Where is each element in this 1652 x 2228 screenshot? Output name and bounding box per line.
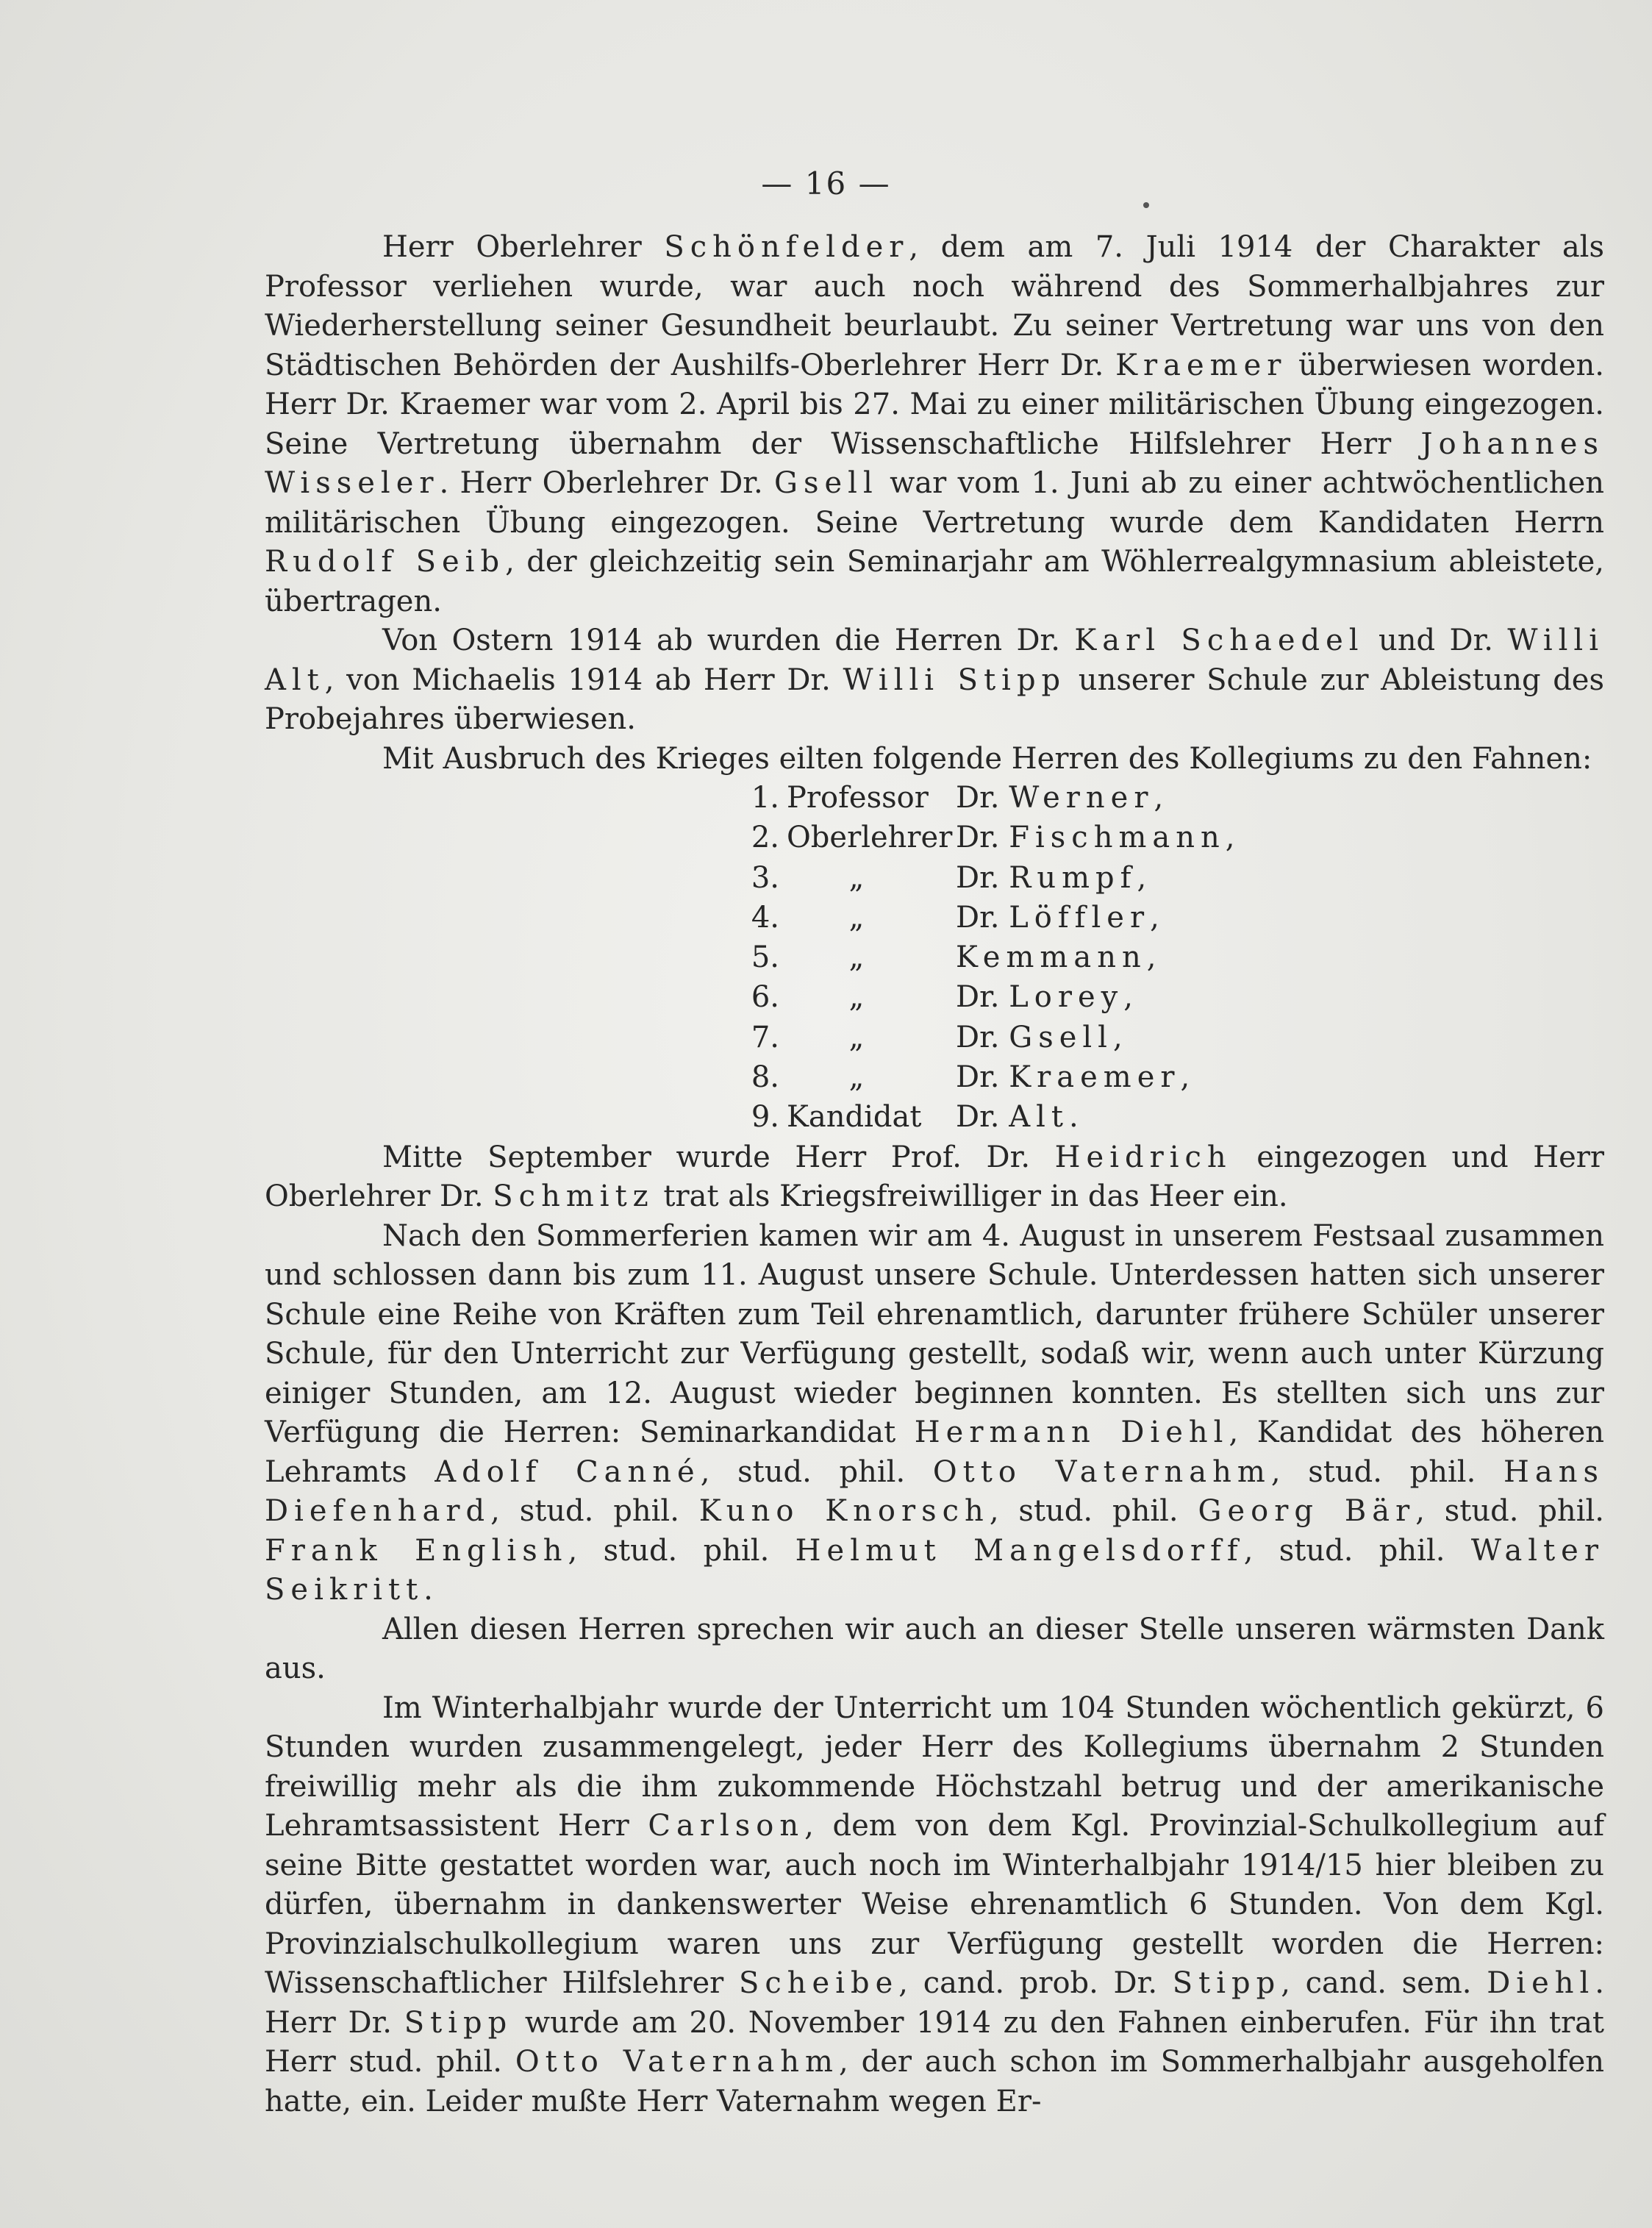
text-run: , stud. phil. [568, 1533, 795, 1568]
person-name: Gsell [774, 466, 879, 500]
item-suffix: , [1225, 821, 1235, 855]
item-name: Alt [1009, 1100, 1069, 1135]
text-run: , der auch schon im Sommerhalbjahr ausgeholfen hatte, ein. Leider mußte Herr Vaternahm wegen Er- [265, 2045, 1605, 2118]
paragraph-summer-holidays [265, 1217, 1604, 1610]
item-rank: „ [848, 1020, 865, 1054]
text-run: . [423, 1573, 433, 1607]
person-name: Helmut Mangelsdorff [795, 1533, 1244, 1568]
person-name: Kraemer [1115, 348, 1287, 382]
item-name: Lorey [1009, 980, 1124, 1015]
paragraph-probation [265, 621, 1604, 740]
text-run: und Dr. [1364, 624, 1508, 657]
text-run: unserer Schule zur Ableistung des Probejahres überwiesen. [265, 663, 1605, 736]
print-speck [1143, 202, 1149, 208]
person-name: Karl Schaedel [1074, 624, 1365, 657]
item-suffix: , [1154, 781, 1164, 815]
item-name: Rumpf [1009, 860, 1137, 895]
text-run: , Kandidat des höheren Lehramts [265, 1415, 1605, 1489]
item-title: Dr. [956, 1060, 1000, 1095]
text-run: , stud. phil. [490, 1494, 699, 1529]
text-run: trat als Kriegsfreiwilliger in das Heer ein. [654, 1179, 1288, 1214]
page-body [265, 228, 1604, 2121]
text-run: , von Michaelis 1914 ab Herr Dr. [324, 663, 843, 697]
person-name: Rudolf Seib [265, 545, 506, 579]
item-number: 4. [751, 900, 779, 935]
list-item [265, 978, 1604, 1018]
item-suffix: , [1180, 1060, 1190, 1095]
item-name: Gsell [1009, 1020, 1113, 1054]
text-run: , cand. sem. [1281, 1966, 1487, 2001]
text-run: Im Winterhalbjahr wurde der Unterricht um 104 Stunden wöchentlich gekürzt, 6 Stunden wurden zusammengelegt, jeder Herr des Kollegiums übernahm 2 Stunden freiwillig mehr als die ihm zukommende Höchstzahl betrug und der amerikanische Lehramtsassistent Herr [265, 1690, 1604, 1843]
item-title: Dr. [956, 900, 1000, 935]
item-title: Dr. [956, 1100, 1000, 1135]
text-run: . Herr Dr. [265, 1966, 1605, 2040]
item-name: Werner [1009, 781, 1154, 815]
list-item [265, 818, 1604, 858]
paragraph-thanks: Allen diesen Herren sprechen wir auch an dieser Stelle unseren wärmsten Dank aus. [265, 1612, 1604, 1686]
text-run: überwiesen worden. Herr Dr. Kraemer war vom 2. April bis 27. Mai zu einer militärischen Übung eingezogen. Seine Vertretung übernahm der Wissenschaftliche Hilfslehrer Herr [265, 348, 1604, 461]
item-number: 8. [751, 1060, 779, 1095]
person-name: Stipp [1172, 1966, 1281, 2001]
text-run: , dem von dem Kgl. Provinzial-Schulkollegium auf seine Bitte gestattet worden war, auch noch im Winterhalbjahr 1914/15 hier bleiben zu dürfen, übernahm in dankenswerter Weise ehrenamtlich 6 Stunden. Von dem Kgl. Provinzialschulkollegium waren uns zur Verfügung gestellt worden die Herren: Wissenschaftlicher Hilfslehrer [265, 1809, 1604, 2001]
item-suffix: . [1069, 1100, 1079, 1135]
person-name: Schönfelder [664, 230, 909, 264]
item-rank: „ [848, 860, 865, 895]
item-suffix: , [1137, 860, 1147, 895]
item-name: Kemmann [956, 940, 1147, 975]
item-suffix: , [1112, 1020, 1123, 1054]
text-run: Von Ostern 1914 ab wurden die Herren Dr. [382, 624, 1075, 657]
paragraph-war-intro: Mit Ausbruch des Krieges eilten folgende Herren des Kollegiums zu den Fahnen: [382, 741, 1592, 776]
list-item [265, 859, 1604, 899]
item-name: Löffler [1009, 900, 1151, 935]
item-title: Dr. [956, 821, 1000, 855]
text-run: , dem am 7. Juli 1914 der Charakter als Professor verliehen wurde, war auch noch während des Sommerhalbjahres zur Wiederherstellung seiner Gesundheit beurlaubt. Zu seiner Vertretung war uns von den Städtischen Behörden der Aushilfs-Oberlehrer Herr Dr. [265, 230, 1604, 382]
person-name: Scheibe [738, 1966, 899, 2001]
person-name: Schmitz [493, 1179, 654, 1214]
item-number: 1. [751, 781, 779, 815]
person-name: Johannes Wisseler [265, 426, 1604, 500]
person-name: Georg Bär [1198, 1494, 1416, 1529]
text-run: war vom 1. Juni ab zu einer achtwöchentlichen militärischen Übung eingezogen. Seine Vertretung wurde dem Kandidaten Herrn [265, 466, 1604, 540]
item-name: Fischmann [1009, 821, 1226, 855]
paragraph-winter-term [265, 1689, 1604, 2122]
item-suffix: , [1123, 980, 1133, 1015]
item-number: 3. [751, 860, 779, 895]
person-name: Hans Diefenhard [265, 1454, 1605, 1529]
text-run: , stud. phil. [989, 1494, 1198, 1529]
person-name: Kuno Knorsch [698, 1494, 990, 1529]
text-run: Herr Oberlehrer [382, 230, 665, 264]
paragraph-substitutions [265, 228, 1604, 621]
item-title: Dr. [956, 1020, 1000, 1054]
text-run: . Herr Oberlehrer Dr. [439, 466, 775, 500]
item-suffix: , [1146, 940, 1156, 975]
enlisted-list [265, 779, 1604, 1138]
item-rank: „ [848, 940, 865, 975]
item-rank: Professor [787, 781, 929, 815]
item-suffix: , [1150, 900, 1159, 935]
item-rank: „ [848, 1060, 865, 1095]
text-run: , stud. phil. [1415, 1494, 1604, 1529]
item-rank: „ [848, 980, 865, 1015]
text-run: eingezogen und Herr Oberlehrer Dr. [265, 1140, 1604, 1214]
page-number: — 16 — [761, 165, 891, 201]
item-number: 9. [751, 1100, 779, 1135]
item-number: 2. [751, 821, 779, 855]
text-run: Nach den Sommerferien kamen wir am 4. August in unserem Festsaal zusammen und schlossen dann bis zum 11. August unsere Schule. Unterdessen hatten sich unserer Schule eine Reihe von Kräften zum Teil ehrenamtlich, darunter frühere Schüler unserer Schule, für den Unterricht zur Verfügung gestellt, sodaß wir, wenn auch unter Kürzung einiger Stunden, am 12. August wieder beginnen konnten. Es stellten sich uns zur Verfügung die Herren: Seminarkandidat [265, 1218, 1604, 1450]
text-run: , der gleichzeitig sein Seminarjahr am Wöhlerrealgymnasium ableistete, übertragen. [265, 545, 1605, 618]
list-item [265, 1098, 1604, 1138]
item-number: 5. [751, 940, 779, 975]
person-name: Frank English [265, 1533, 568, 1568]
item-rank: „ [848, 900, 865, 935]
person-name: Diehl [1487, 1966, 1595, 2001]
item-name: Kraemer [1009, 1060, 1181, 1095]
text-run: wurde am 20. November 1914 zu den Fahnen einberufen. Für ihn trat Herr stud. phil. [265, 2005, 1604, 2079]
list-item [265, 779, 1604, 818]
list-item [265, 1018, 1604, 1058]
list-item [265, 938, 1604, 978]
text-run: Mitte September wurde Herr Prof. Dr. [382, 1140, 1055, 1174]
paragraph-september [265, 1138, 1604, 1217]
person-name: Adolf Canné [435, 1454, 701, 1489]
item-rank: Kandidat [787, 1100, 922, 1135]
item-number: 7. [751, 1020, 779, 1054]
person-name: Otto Vaternahm [932, 1454, 1271, 1489]
person-name: Walter Seikritt [265, 1533, 1604, 1607]
item-title: Dr. [956, 980, 1000, 1015]
list-item [265, 899, 1604, 938]
text-run: , stud. phil. [1270, 1454, 1503, 1489]
item-rank: Oberlehrer [787, 821, 953, 855]
item-title: Dr. [956, 781, 1000, 815]
person-name: Otto Vaternahm [515, 2045, 839, 2079]
text-run: , stud. phil. [700, 1454, 933, 1489]
person-name: Stipp [404, 2005, 513, 2040]
person-name: Willi Stipp [843, 663, 1067, 697]
person-name: Heidrich [1054, 1140, 1232, 1174]
item-number: 6. [751, 980, 779, 1015]
person-name: Hermann Diehl [914, 1415, 1229, 1450]
person-name: Willi Alt [265, 624, 1605, 697]
text-run: , stud. phil. [1243, 1533, 1471, 1568]
item-title: Dr. [956, 860, 1000, 895]
person-name: Carlson [648, 1809, 805, 1843]
text-run: , cand. prob. Dr. [898, 1966, 1173, 2001]
list-item [265, 1058, 1604, 1098]
